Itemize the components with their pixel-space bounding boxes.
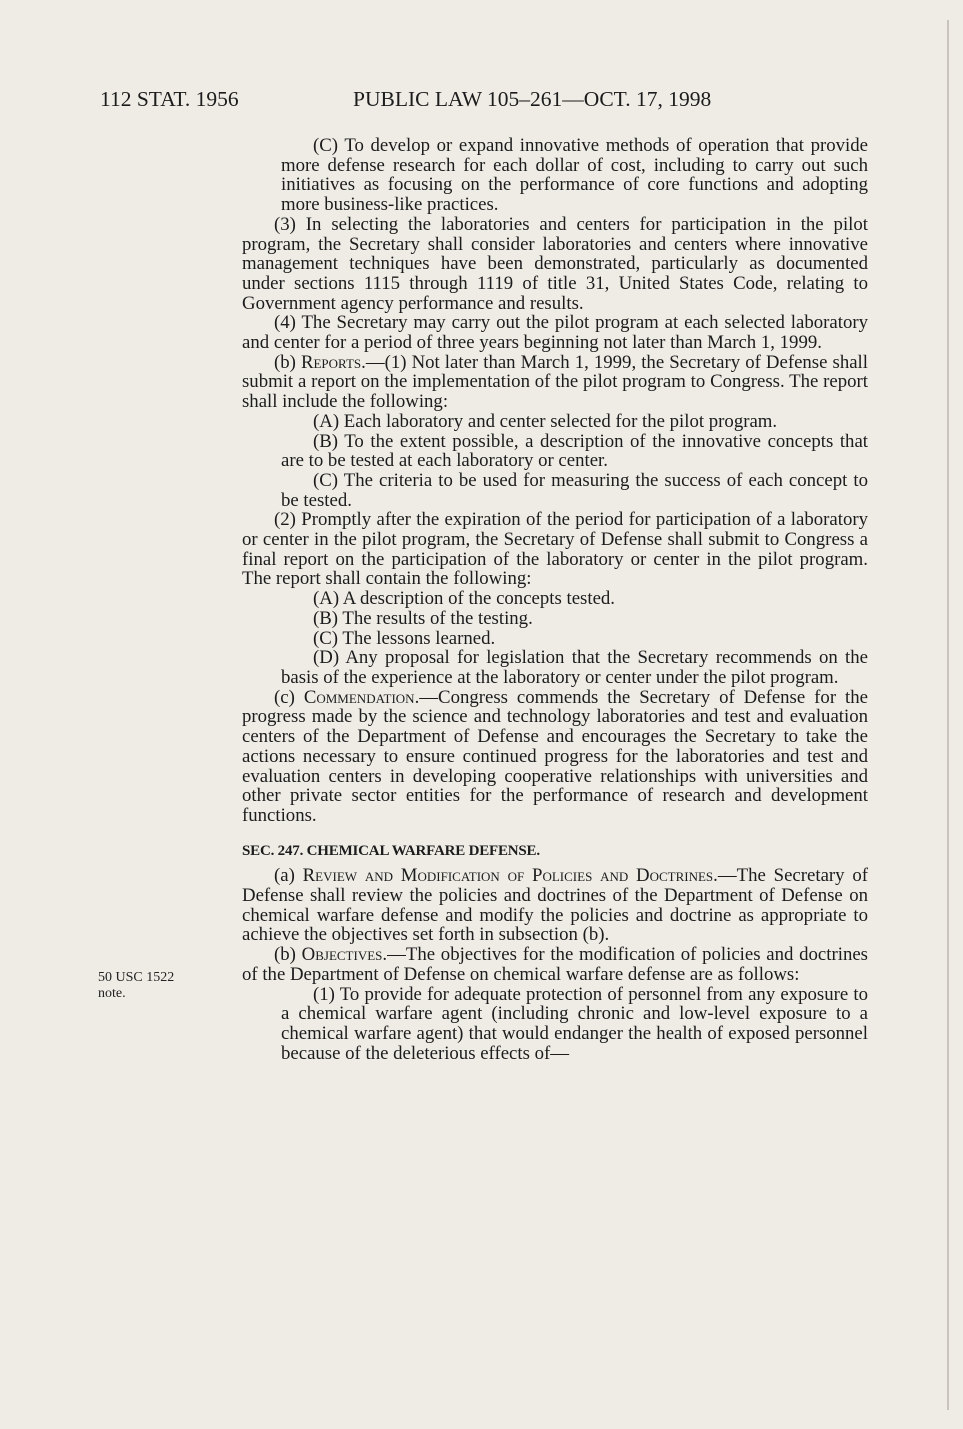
paragraph-1-protection: (1) To provide for adequate protection of personnel from any exposure to a chemical warfare agent (including chronic and low-level exposure to a chemical warfare agent) that would endanger the health of exposed personnel because of the deleterious effects of— — [281, 983, 868, 1064]
paragraph-text: .—The Secretary of Defense shall review the policies and doctrines of the Department of Defense on chemical warfare defense and modify the policies and doctrine as appropriate to achieve the objectives set forth in subsection (b). — [242, 865, 868, 946]
paragraph-a-concepts-tested: (A) A description of the concepts tested. — [313, 588, 615, 610]
paragraph-text: .—The objectives for the modification of policies and doctrines of the Department of Defense on chemical warfare defense are as follows: — [242, 944, 868, 985]
subsection-heading-objectives: Objectives — [301, 944, 383, 966]
paragraph-c-lessons: (C) The lessons learned. — [313, 627, 496, 649]
section-heading: SEC. 247. CHEMICAL WARFARE DEFENSE. — [242, 842, 540, 859]
margin-note-line-2: note. — [98, 986, 126, 1001]
paragraph-c-commendation — [242, 688, 868, 826]
subsection-heading-commendation: Commendation — [303, 686, 415, 708]
paragraph-4-period: (4) The Secretary may carry out the pilot program at each selected laboratory and center for a period of three years beginning not later than March 1, 1999. — [242, 312, 868, 354]
paragraph-d-proposal: (D) Any proposal for legislation that the Secretary recommends on the basis of the experience at the laboratory or center under the pilot program. — [281, 647, 868, 688]
page-edge-line — [947, 20, 949, 1410]
margin-note — [98, 970, 174, 1002]
paragraph-b-reports — [242, 353, 868, 412]
paragraph-label: (c) — [274, 686, 304, 708]
paragraph-b-objectives — [242, 945, 868, 984]
subsection-heading-reports: Reports — [300, 351, 362, 373]
paragraph-a-each-laboratory: (A) Each laboratory and center selected for the pilot program. — [313, 410, 778, 432]
document-body — [242, 136, 868, 1063]
paragraph-a-review — [242, 866, 868, 945]
paragraph-c-criteria: (C) The criteria to be used for measuring the success of each concept to be tested. — [281, 469, 868, 511]
stat-citation: 112 STAT. 1956 — [100, 87, 239, 111]
paragraph-c-innovative-methods: (C) To develop or expand innovative methods of operation that provide more defense research for each dollar of cost, including to carry out such initiatives as focusing on the performance of core functions and adopting more business-like practices. — [281, 135, 868, 216]
paragraph-label: (a) — [274, 865, 303, 887]
paragraph-b-results: (B) The results of the testing. — [313, 607, 533, 629]
paragraph-b-description: (B) To the extent possible, a description of the innovative concepts that are to be tested at each laboratory or center. — [281, 430, 868, 472]
paragraph-label: (b) — [274, 351, 301, 373]
paragraph-2-final-report: (2) Promptly after the expiration of the period for participation of a laboratory or center in the pilot program, the Secretary of Defense shall submit to Congress a final report on the participation of the laboratory or center in the pilot program. The report shall contain the following: — [242, 509, 868, 590]
subsection-heading-review: Review and Modification of Policies and Doctrines — [302, 865, 714, 887]
paragraph-text: .—(1) Not later than March 1, 1999, the Secretary of Defense shall submit a report on the implementation of the pilot program to Congress. The report shall include the following: — [242, 351, 868, 413]
paragraph-text: .—Congress commends the Secretary of Defense for the progress made by the science and technology laboratories and test and evaluation centers of the Department of Defense and encourages the Secretary to take the actions necessary to ensure continued progress for the laboratories and test and evaluation centers in developing cooperative relationships with universities and other private sector entities for the performance of research and development functions. — [242, 686, 868, 826]
paragraph-3-selection: (3) In selecting the laboratories and centers for participation in the pilot program, the Secretary shall consider laboratories and centers where innovative management techniques have been demonstrated, particularly as documented under sections 1115 through 1119 of title 31, United States Code, relating to Government agency performance and results. — [242, 213, 868, 314]
paragraph-label: (b) — [274, 944, 302, 966]
public-law-citation: PUBLIC LAW 105–261—OCT. 17, 1998 — [353, 87, 712, 111]
margin-note-line-1: 50 USC 1522 — [98, 970, 175, 985]
